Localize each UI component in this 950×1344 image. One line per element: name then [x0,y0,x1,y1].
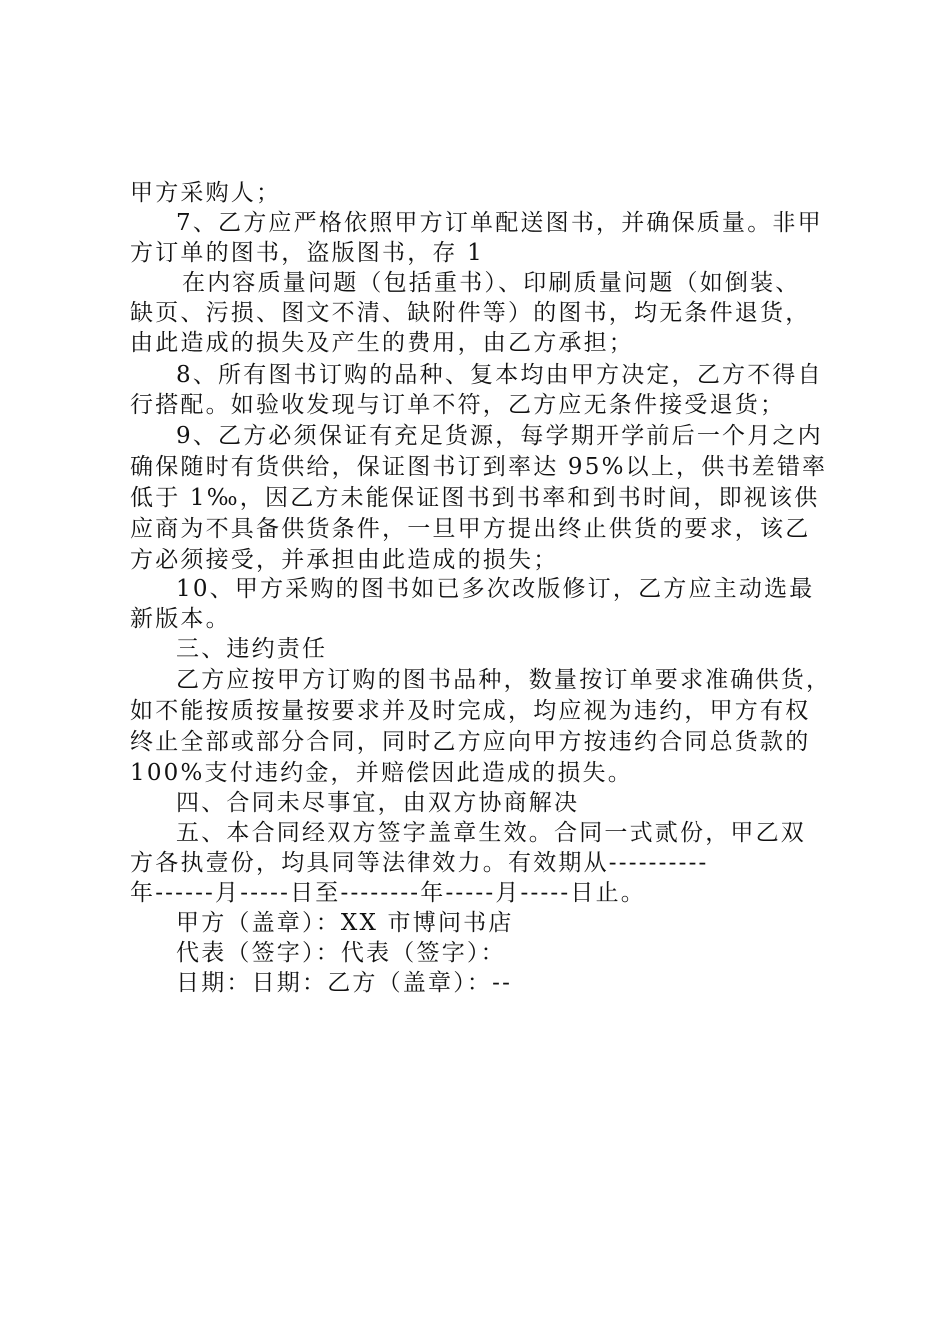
text-line: 方各执壹份，均具同等法律效力。有效期从---------- [130,850,709,876]
text-line: 确保随时有货供给，保证图书订到率达 95%以上，供书差错率 [130,454,828,480]
text-line: 7、乙方应严格依照甲方订单配送图书，并确保质量。非甲 [176,210,823,236]
text-line: 新版本。 [130,606,231,632]
text-line: 年------月-----日至--------年-----月-----日止。 [130,880,646,906]
text-line: 甲方采购人； [130,180,282,206]
section-heading: 四、合同未尽事宜，由双方协商解决 [176,790,580,816]
text-line: 方订单的图书，盗版图书，存 1 [130,240,484,266]
signature-representative: 代表（签字）：代表（签字）： [176,940,506,966]
text-line: 由此造成的损失及产生的费用，由乙方承担； [130,330,634,356]
text-line: 行搭配。如验收发现与订单不符，乙方应无条件接受退货； [130,392,786,418]
text-line: 9、乙方必须保证有充足货源，每学期开学前后一个月之内 [176,423,823,449]
section-heading: 三、违约责任 [176,636,328,662]
signature-date: 日期：日期：乙方（盖章）：-- [176,970,513,996]
text-line: 缺页、污损、图文不清、缺附件等）的图书，均无条件退货， [130,300,811,326]
text-line: 乙方应按甲方订购的图书品种，数量按订单要求准确供货， [176,667,832,693]
text-line: 100%支付违约金，并赔偿因此造成的损失。 [130,760,633,786]
text-line: 方必须接受，并承担由此造成的损失； [130,547,559,573]
text-line: 五、本合同经双方签字盖章生效。合同一式贰份，甲乙双 [176,820,806,846]
text-line: 如不能按质按量按要求并及时完成，均应视为违约，甲方有权 [130,698,811,724]
text-line: 在内容质量问题（包括重书）、印刷质量问题（如倒装、 [182,270,801,296]
text-line: 8、所有图书订购的品种、复本均由甲方决定，乙方不得自 [176,362,823,388]
text-line: 终止全部或部分合同，同时乙方应向甲方按违约合同总货款的 [130,729,811,755]
text-line: 低于 1‰，因乙方未能保证图书到书率和到书时间，即视该供 [130,485,820,511]
text-line: 10、甲方采购的图书如已多次改版修订，乙方应主动选最 [176,576,815,602]
text-line: 应商为不具备供货条件，一旦甲方提出终止供货的要求，该乙 [130,516,811,542]
signature-party-a: 甲方（盖章）：XX 市博问书店 [176,910,514,936]
